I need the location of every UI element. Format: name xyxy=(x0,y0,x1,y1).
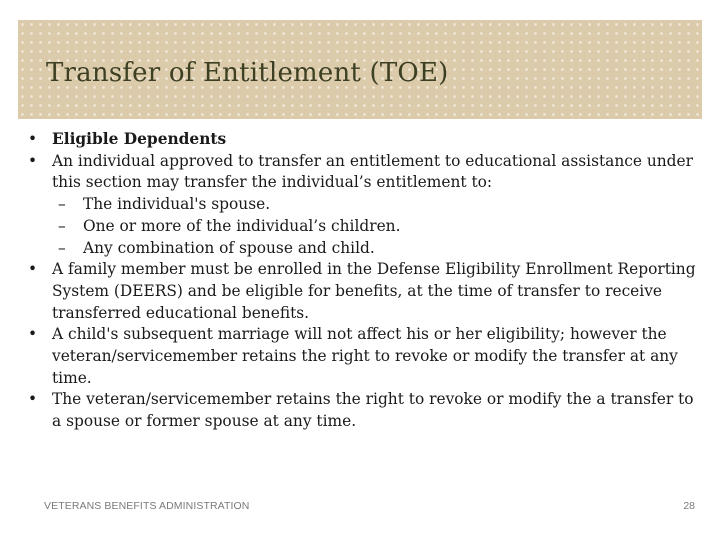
bullet-item-transfer-to xyxy=(28,151,698,194)
bullet-marker: • xyxy=(28,151,38,170)
bullet-marker: • xyxy=(28,325,38,344)
sub-item-text: One or more of the individual’s children. xyxy=(83,216,401,235)
bullet-list xyxy=(28,129,698,194)
bullet-item-child-marriage xyxy=(28,324,698,389)
page-number: 28 xyxy=(683,500,695,512)
bullet-text: A child's subsequent marriage will not affect his or her eligibility; however the veteran/servicemember retains the right to revoke or modify the transfer at any time. xyxy=(52,325,678,387)
bullet-item-deers xyxy=(28,259,698,324)
bullet-marker: • xyxy=(28,130,38,148)
sub-item-children xyxy=(28,216,698,238)
bullet-marker: • xyxy=(28,260,38,279)
slide-title: Transfer of Entitlement (TOE) xyxy=(46,58,449,88)
bullet-text: A family member must be enrolled in the Defense Eligibility Enrollment Reporting System (DEERS) and be eligible for benefits, at the time of transfer to receive transferred educational benefits. xyxy=(52,260,696,322)
footer-organization: VETERANS BENEFITS ADMINISTRATION xyxy=(44,500,250,512)
slide-body xyxy=(28,129,698,433)
bullet-marker: • xyxy=(28,390,38,409)
bullet-item-eligible-dependents xyxy=(28,129,698,151)
bullet-text: The veteran/servicemember retains the right to revoke or modify the a transfer to a spouse or former spouse at any time. xyxy=(52,390,694,431)
dash-marker: – xyxy=(58,216,66,235)
bullet-item-revoke xyxy=(28,389,698,432)
sub-item-text: The individual's spouse. xyxy=(83,195,271,214)
bullet-text: An individual approved to transfer an entitlement to educational assistance under this section may transfer the individual’s entitlement to: xyxy=(52,151,694,192)
sub-bullet-list xyxy=(28,194,698,259)
bullet-list-continued xyxy=(28,259,698,433)
sub-item-spouse xyxy=(28,194,698,216)
sub-item-combination xyxy=(28,238,698,260)
sub-item-text: Any combination of spouse and child. xyxy=(83,238,375,257)
dash-marker: – xyxy=(58,238,66,257)
bullet-text: Eligible Dependents xyxy=(52,130,227,148)
dash-marker: – xyxy=(58,195,66,214)
